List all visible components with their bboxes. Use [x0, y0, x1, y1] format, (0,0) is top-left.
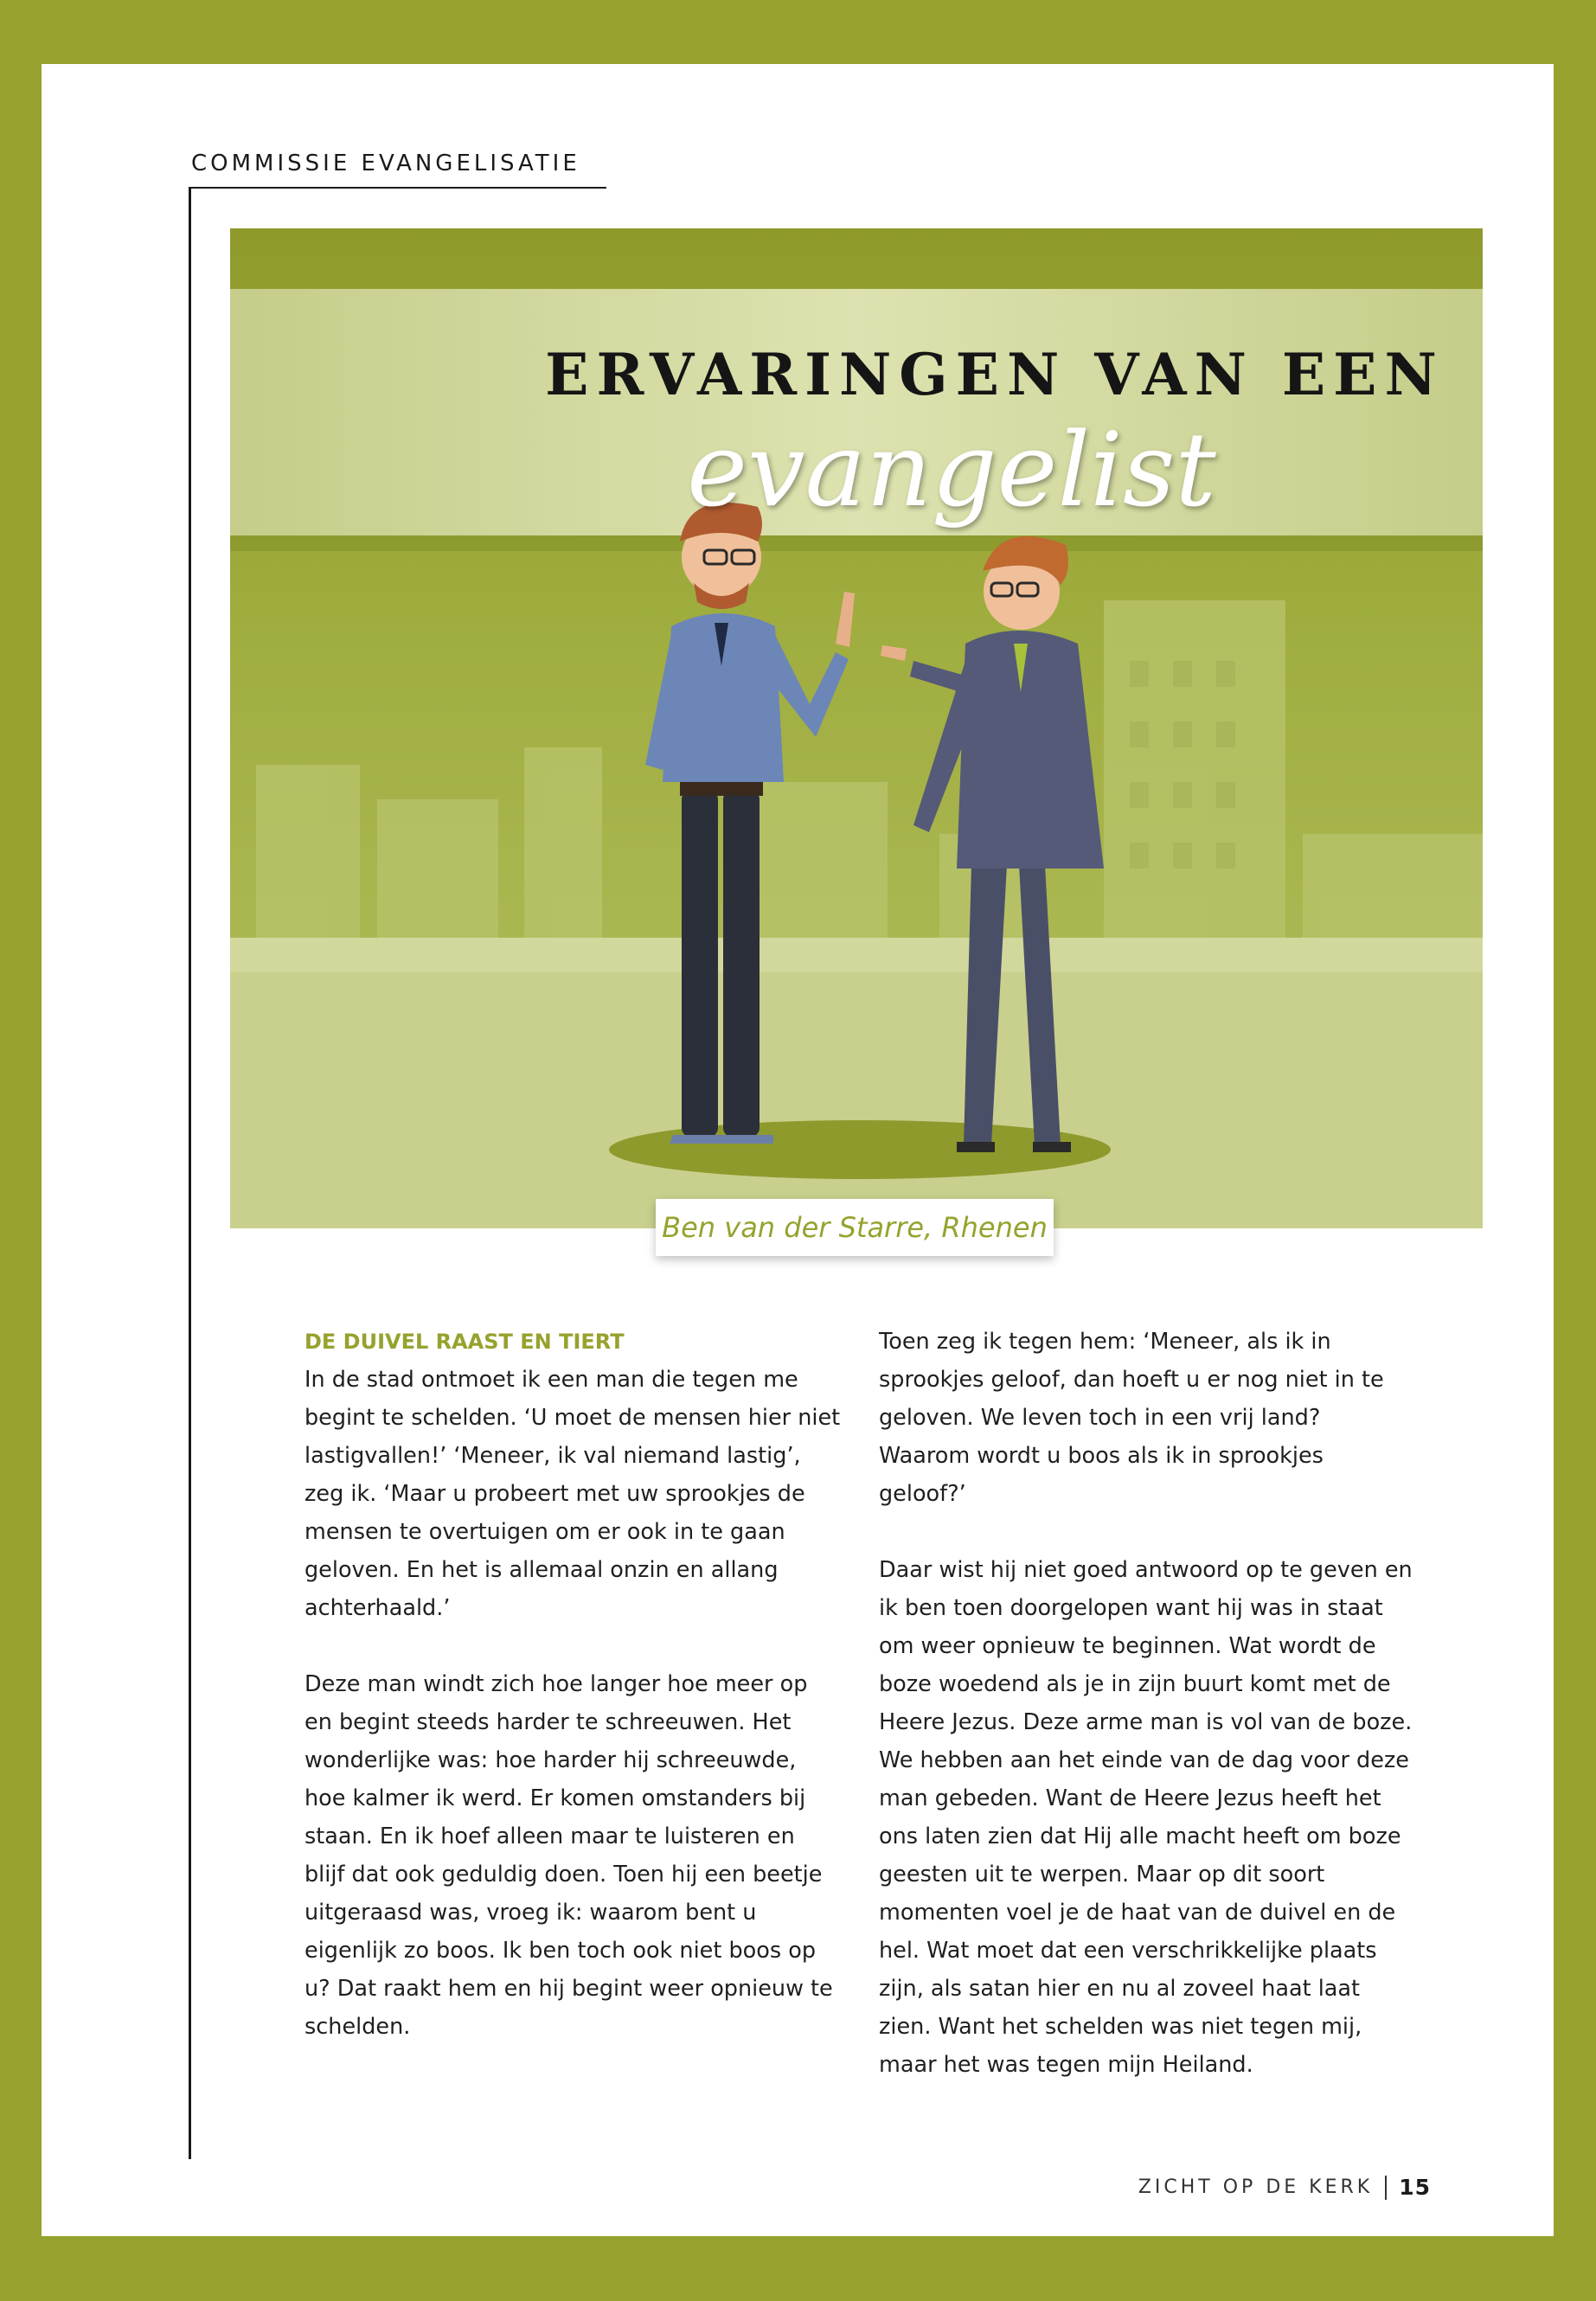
magazine-page — [42, 64, 1554, 2236]
hero-banner — [230, 228, 1483, 1228]
footer-divider — [1385, 2176, 1387, 2200]
section-label: COMMISSIE EVANGELISATIE — [191, 151, 580, 176]
paragraph: Deze man windt zich hoe langer hoe meer op en begint steeds harder te schreeuwen. Het wonderlijke was: hoe harder hij schreeuwde, hoe kalmer ik werd. Er komen omstanders bij staan. En ik hoef alleen maar te luisteren en blijf dat ook geduldig doen. Toen hij een beetje uitgeraasd was, vroeg ik: waarom bent u eigenlijk zo boos. Ik ben toch ook niet boos op u? Dat raakt hem en hij begint weer opnieuw te schelden. — [304, 1671, 833, 2040]
article-subheading: DE DUIVEL RAAST EN TIERT — [304, 1330, 625, 1354]
paragraph: Daar wist hij niet goed antwoord op te geven en ik ben toen doorgelopen want hij was in staat om weer opnieuw te beginnen. Wat wordt de boze woedend als je in zijn buurt komt met de Heere Jezus. Deze arme man is vol van de boze. We hebben aan het einde van de dag voor deze man gebeden. Want de Heere Jezus heeft het ons laten zien dat Hij alle macht heeft om boze geesten uit te werpen. Maar op dit soort momenten voel je de haat van de duivel en de hel. Wat moet dat een verschrikkelijke plaats zijn, als satan hier en nu al zoveel haat laat zien. Want het schelden was niet tegen mij, maar het was tegen mijn Heiland. — [879, 1557, 1413, 2078]
article-title-script: evangelist — [687, 410, 1216, 529]
magazine-name: ZICHT OP DE KERK — [1138, 2176, 1374, 2198]
section-underline — [191, 187, 606, 189]
article-column-right — [879, 1323, 1415, 2122]
article-column-left — [304, 1323, 841, 2084]
left-vertical-rule — [189, 187, 191, 2159]
page-footer — [1138, 2175, 1431, 2200]
author-byline: Ben van der Starre, Rhenen — [656, 1199, 1054, 1256]
page-number: 15 — [1399, 2175, 1431, 2200]
paragraph: Toen zeg ik tegen hem: ‘Meneer, als ik in sprookjes geloof, dan hoeft u er nog niet in te geloven. We leven toch in een vrij land? Waarom wordt u boos als ik in sprookjes geloof?’ — [879, 1329, 1384, 1507]
article-title: ERVARINGEN VAN EEN — [545, 341, 1445, 408]
paragraph: In de stad ontmoet ik een man die tegen me begint te schelden. ‘U moet de mensen hier niet lastigvallen!’ ‘Meneer, ik val niemand lastig’, zeg ik. ‘Maar u probeert met uw sprookjes de mensen te overtuigen om er ook in te gaan geloven. En het is allemaal onzin en allang achterhaald.’ — [304, 1367, 841, 1621]
